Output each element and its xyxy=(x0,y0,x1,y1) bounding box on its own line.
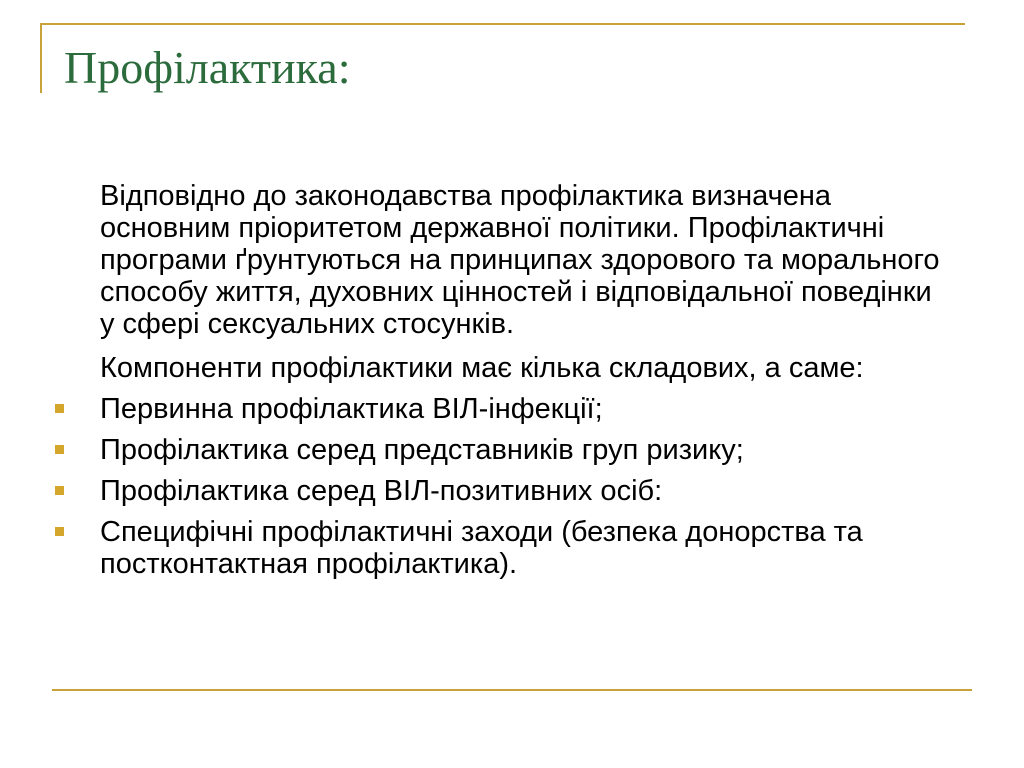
list-item xyxy=(100,516,944,580)
left-rule xyxy=(40,23,42,93)
paragraph-components: Компоненти профілактики має кілька складових, а саме: xyxy=(100,352,864,384)
square-bullet-icon xyxy=(55,404,64,413)
list-item xyxy=(100,475,944,507)
list-item-text: Специфічні профілактичні заходи (безпека донорства та постконтактная профілактика). xyxy=(100,516,863,580)
slide-title: Профілактика: xyxy=(64,42,351,93)
list-item xyxy=(100,434,944,466)
bullet-list xyxy=(0,393,1024,580)
bottom-rule xyxy=(52,689,972,691)
square-bullet-icon xyxy=(55,486,64,495)
slide-body xyxy=(0,180,1024,589)
list-item-text: Первинна профілактика ВІЛ-інфекції; xyxy=(100,393,603,425)
list-item-text: Профілактика серед ВІЛ-позитивних осіб: xyxy=(100,475,663,507)
list-item-text: Профілактика серед представників груп ризику; xyxy=(100,434,744,466)
top-rule xyxy=(40,23,965,25)
list-item xyxy=(100,393,944,425)
square-bullet-icon xyxy=(55,445,64,454)
paragraph-legislation: Відповідно до законодавства профілактика визначена основним пріоритетом державної політики. Профілактичні програми ґрунтуються на принципах здорового та морального способу життя, духовних цінностей і відповідальної поведінки у сфері сексуальних стосунків. xyxy=(100,180,940,340)
square-bullet-icon xyxy=(55,527,64,536)
